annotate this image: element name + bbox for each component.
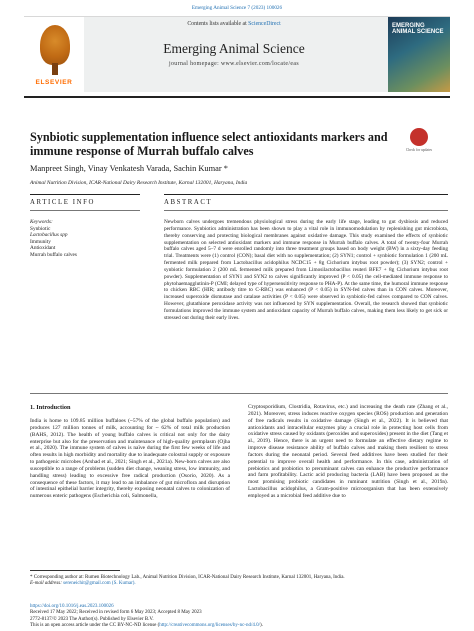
publisher-logo[interactable]: [24, 17, 84, 92]
article-metadata: [30, 604, 450, 629]
journal-cover-image[interactable]: [388, 17, 450, 92]
article-info-subrule: [30, 210, 140, 211]
doi-link[interactable]: https://doi.org/10.1016/j.eas.2023.100026: [30, 604, 114, 609]
article-info-rule: [30, 194, 140, 195]
sciencedirect-link[interactable]: ScienceDirect: [248, 21, 281, 27]
header-divider: [24, 96, 450, 98]
issn-copyright: 2772-8137/© 2023 The Author(s). Published by Elsevier B.V.: [30, 616, 154, 622]
footnotes: [30, 575, 430, 587]
license-suffix: ).: [260, 622, 263, 628]
intro-left-column: India is home to 109.85 million buffaloes (~57% of the global buffalo population) and produces 127 million tonnes of milk, accounting for ~ 62% of total milk production (BAHS, 2012). The health of young buffalo calves is critical not only for the dairy enterprise but also for the preservation and maintenance of high-quality germplasm (Ojha et al., 2020). The immune system of calves is naïve during the first few weeks of life and often results in high morbidity and mortality due to inadequate colostral supply or exposure to pathogenic microbes (Arshad et al., 2021; Singh et al., 2021a). New-born calves are also susceptible to a range of problems (sudden diet change, weaning stress, low immunity, and handling stress) leading to excessive free radical production (Osorio, 2020). As a consequence of these factors, it may lead to an imbalance of gut microflora and disruption of intestinal epithelial barrier integrity, thereby exposing neonatal calves to colonization of numerous enteric pathogens (Escherichia coli, Salmonella,: [30, 418, 230, 500]
journal-title: Emerging Animal Science: [163, 41, 305, 56]
section-heading-introduction: 1. Introduction: [30, 404, 71, 411]
tree-trunk-icon: [52, 63, 58, 75]
license-link[interactable]: http://creativecommons.org/licenses/by-nc-nd/4.0/: [159, 622, 260, 628]
check-updates-label: Check for updates: [405, 148, 433, 152]
article-title: Synbiotic supplementation influence select antioxidants markers and immune response of Murrah buffalo calves: [30, 130, 388, 158]
contents-prefix: Contents lists available at: [187, 21, 249, 27]
license-prefix: This is an open access article under the CC BY-NC-ND license (: [30, 622, 160, 628]
keyword-item: Antioxidant: [30, 245, 56, 252]
corresponding-author-note: * Corresponding author at: Rumen Biotechnology Lab., Animal Nutrition Division, ICAR-National Dairy Research Institute, Karnal 132001, Haryana, India.: [30, 575, 345, 580]
author-list: Manpreet Singh, Vinay Venkatesh Varada, Sachin Kumar *: [30, 164, 228, 173]
check-updates-icon: [410, 128, 428, 146]
keyword-item: Synbiotic: [30, 225, 51, 232]
email-link[interactable]: sereneichit@gmail.com (S. Kumar).: [63, 581, 136, 587]
keywords-label: Keywords:: [30, 219, 53, 225]
email-label: E-mail address:: [30, 581, 64, 587]
footnote-divider: [30, 570, 120, 571]
journal-header: [24, 16, 450, 92]
contents-line: [84, 21, 384, 27]
tree-logo-icon: [40, 25, 70, 65]
publisher-name: ELSEVIER: [35, 79, 73, 86]
email-line: [30, 581, 430, 587]
keyword-item: Immunity: [30, 238, 51, 245]
journal-citation-link[interactable]: Emerging Animal Science 7 (2023) 100026: [191, 5, 283, 11]
abstract-text: Newborn calves undergoes tremendous physiological stress during the early life stage, leading to gut dysbiosis and reduced performance. Synbiotics administration has been shown to play a vital role in immunomodulation by replenishing gut microbiota, thereby conserving and protecting biological membranes against oxidative damage. This study examined the effects of synbiotic supplementation on selected antioxidant markers and immune response in Murrah buffalo calves. A total of twenty-four Murrah buffalo calves aged 5–7 d were enrolled randomly into three treatment groups based on body weight (BW) in a sixty-day feeding trial. Treatments were (1) control (CON); basal diet with no supplementation; (2) SYN1; control + synbiotic formulation 1 (200 mL fermented milk prepared from Lactobacillus acidophilus NCDC15 + 8g Cichorium intybus root powder); (3) SYN2; control + synbiotic formulation 2 (200 mL fermented milk prepared from Limosilactobacillus reuteri BFE7 + 8g Cichorium intybus root powder). Supplementation of SYN1 and SYN2 to calves significantly improved (P < 0.05) the cell-mediated immune response to phytohaemagglutinin-P (CMI; delayed type of hypersensitivity response to PHA-P). At the same time, the humoral immune response to chicken RBC (HIR; antibody titre to C-RBC) was enhanced (P < 0.05) in SYN-fed calves than in CON calves. Moreover, increased superoxide dismutase and catalase activities (P < 0.05) were observed in synbiotic-fed calves compared to CON calves. However, glutathione peroxidase activity was not influenced by SYN supplementation. Overall, the research showed that synbiotic formulations improved the immune system and antioxidant capacity of Murrah buffalo calves, making them less likely to get sick or stressed out during their early lives.: [164, 219, 448, 321]
abstract-end-rule: [30, 393, 448, 394]
article-info-heading: ARTICLE INFO: [30, 199, 96, 206]
check-for-updates-button[interactable]: [404, 128, 434, 158]
received-dates: Received 17 May 2022; Received in revised form 6 May 2023; Accepted 8 May 2023: [30, 610, 202, 616]
abstract-heading: ABSTRACT: [164, 199, 213, 206]
journal-homepage[interactable]: journal homepage: www.elsevier.com/locate/eas: [169, 61, 299, 67]
abstract-subrule: [164, 210, 448, 211]
keyword-item: Lactobacillus spp: [30, 232, 68, 239]
keywords-block: [30, 219, 140, 259]
abstract-rule: [164, 194, 448, 195]
affiliation: Animal Nutrition Division, ICAR-National Dairy Research Institute, Karnal 132001, Haryana, India: [30, 180, 248, 186]
keyword-item: Murrah buffalo calves: [30, 251, 77, 258]
intro-right-column: Cryptosporidium, Clostridia, Rotavirus, etc.) and increasing the death rate (Zhang et al., 2021). Moreover, stress induces reactive oxygen species (ROS) production and generation of free radicals results in oxidative damage (Singh et al., 2022). It is believed that antioxidants and intracellular enzymes play a crucial role in protecting host cells from oxidative stress caused by oxidants (peroxides and superoxides) present in the diet (Tang et al., 2019). Hence, there is an urgent need to formulate an effective dietary regime to improve disease resistance ability of buffalo calves and making them resilient to stress factors during the neonatal period. Several feed additives have been studied for their potential to improve overall health and performance. In this case, administration of prebiotics and probiotics to preruminant calves can enhance the productive performance and farm profitability. Lactic acid producing bacteria (LAB) have been proposed as the most promising probiotic candidates in ruminant nutrition (Singh et al., 2019a). Lactobacillus acidophilus, a Gram-positive microorganism that has been extensively employed as a microbial feed additive due to: [248, 404, 448, 499]
cover-title: EMERGING ANIMAL SCIENCE: [392, 23, 444, 36]
license-line: [30, 623, 450, 629]
